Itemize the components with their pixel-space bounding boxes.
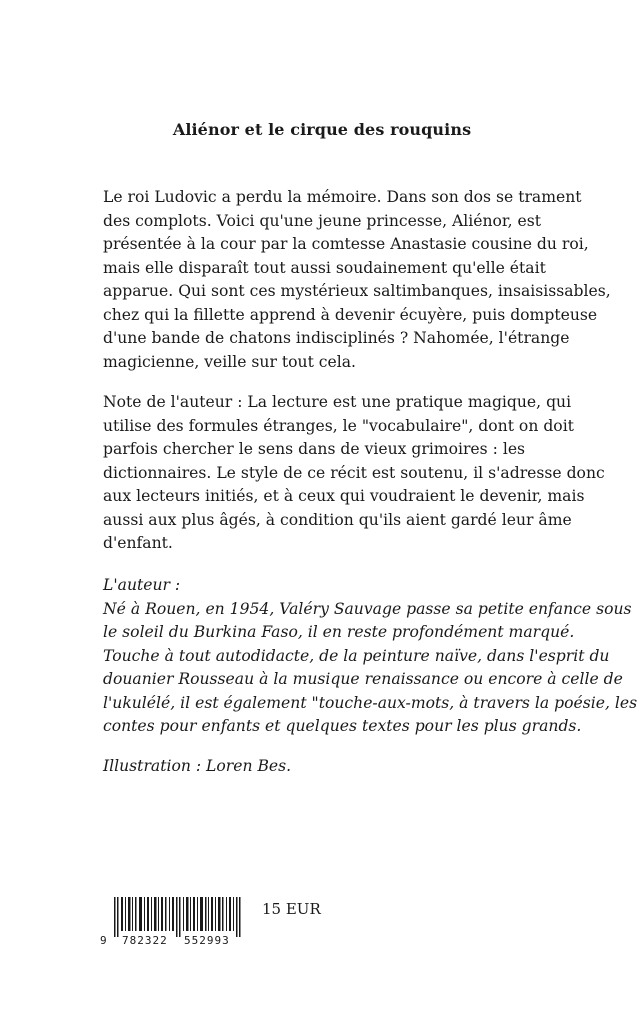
author-note-line: utilise des formules étranges, le "vocabulaire", dont on doit [103,416,574,435]
illustration-credit [103,755,514,779]
author-note-line: aux lecteurs initiés, et à ceux qui voudraient le devenir, mais [103,487,585,505]
author-bio-line: douanier Rousseau à la musique renaissance ou encore à celle de [103,670,623,688]
summary-line: chez qui la fillette apprend à devenir écuyère, puis dompteuse [103,305,598,324]
author-bio-line: Né à Rouen, en 1954, Valéry Sauvage passe sa petite enfance sous [103,599,632,618]
barcode-group-1: 782322 [122,934,168,947]
book-title: Aliénor et le cirque des rouquins [172,120,472,139]
author-note-line: aussi aux plus âgés, à condition qu'ils aient gardé leur âme [103,510,572,529]
author-bio [103,574,638,739]
author-bio-line: l'ukulélé, il est également "touche-aux-mots, à travers la poésie, les [103,693,638,712]
author-note-line: dictionnaires. Le style de ce récit est soutenu, il s'adresse donc [103,463,605,482]
author-bio-heading: L'auteur : [103,576,181,594]
barcode-bars [112,897,252,937]
author-bio-line: contes pour enfants et quelques textes pour les plus grands. [103,717,582,735]
price-label: 15 EUR [262,900,321,918]
summary-line: présentée à la cour par la comtesse Anastasie cousine du roi, [103,235,589,253]
barcode-group-2: 552993 [184,934,230,947]
summary-paragraph [103,186,611,374]
summary-line: mais elle disparaît tout aussi soudainement qu'elle était [103,258,546,277]
summary-line: Le roi Ludovic a perdu la mémoire. Dans son dos se trament [103,188,582,206]
author-note-line: parfois chercher le sens dans de vieux grimoires : les [103,440,526,458]
summary-line: apparue. Qui sont ces mystérieux saltimbanques, insaisissables, [103,282,611,300]
author-bio-line: Touche à tout autodidacte, de la peinture naïve, dans l'esprit du [103,646,610,665]
summary-line: magicienne, veille sur tout cela. [103,352,356,371]
author-note-line: d'enfant. [103,534,173,552]
author-note-line: Note de l'auteur : La lecture est une pratique magique, qui [103,393,572,411]
summary-line: des complots. Voici qu'une jeune princesse, Aliénor, est [103,211,542,230]
illustration-credit-text: Illustration : Loren Bes. [103,757,292,775]
barcode-first-digit: 9 [100,934,108,947]
author-note-paragraph [103,391,605,556]
author-bio-line: le soleil du Burkina Faso, il en reste profondément marqué. [103,623,575,641]
summary-line: d'une bande de chatons indisciplinés ? Nahomée, l'étrange [103,329,570,347]
